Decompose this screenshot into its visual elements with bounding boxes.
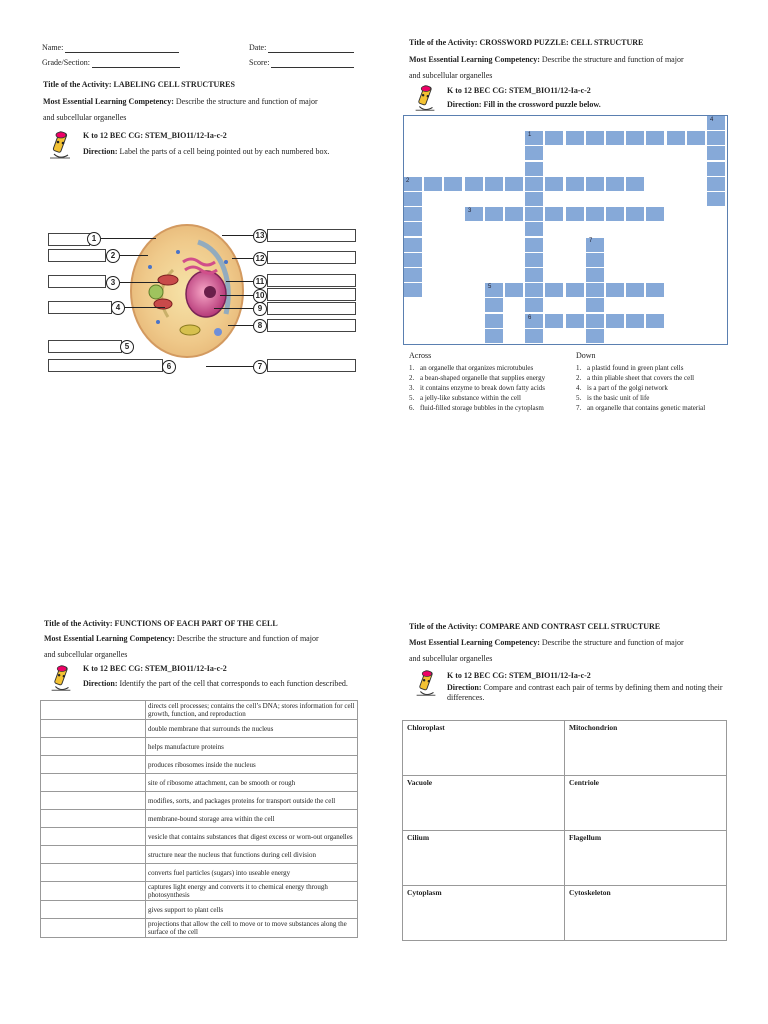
mel-text-2: and subcellular organelles — [409, 71, 493, 80]
table-row — [41, 828, 358, 846]
label-box-6[interactable] — [48, 359, 163, 372]
grid-number-6: 6 — [528, 315, 532, 321]
clue-text: a thin pliable sheet that covers the cell — [587, 374, 695, 382]
crossword-cell[interactable] — [525, 222, 544, 237]
function-description: gives support to plant cells — [146, 901, 358, 919]
crossword-cell[interactable] — [646, 207, 665, 222]
label-number-7: 7 — [253, 360, 267, 374]
crossword-cell[interactable] — [606, 314, 625, 329]
crossword-cell[interactable] — [646, 314, 665, 329]
crossword-cell[interactable] — [626, 177, 645, 192]
pencil-mascot-icon — [44, 130, 76, 162]
crossword-cell[interactable] — [606, 177, 625, 192]
table-row — [41, 738, 358, 756]
table-row — [41, 792, 358, 810]
competency-code: K to 12 BEC CG: STEM_BIO11/12-Ia-c-2 — [447, 86, 591, 95]
crossword-cell[interactable] — [525, 329, 544, 344]
grid-number-4: 4 — [710, 117, 714, 123]
crossword-cell[interactable] — [646, 283, 665, 298]
crossword-cell[interactable] — [586, 314, 605, 329]
crossword-cell[interactable] — [525, 207, 544, 222]
crossword-cell[interactable] — [586, 283, 605, 298]
function-description: membrane-bound storage area within the cell — [146, 810, 358, 828]
mel-text: Describe the structure and function of major — [541, 638, 684, 647]
activity3-direction — [83, 679, 348, 689]
answer-cell[interactable] — [41, 919, 146, 938]
term-label: Cilium — [407, 833, 430, 842]
grid-number-2: 2 — [406, 178, 410, 184]
clue-number: 1. — [576, 364, 582, 372]
name-line — [65, 43, 179, 53]
clue-number: 5. — [409, 394, 415, 402]
crossword-cell[interactable] — [404, 253, 423, 268]
direction-text: Fill in the crossword puzzle below. — [483, 100, 601, 109]
functions-table — [40, 700, 358, 938]
crossword-cell[interactable] — [626, 283, 645, 298]
label-number-11: 11 — [253, 275, 267, 289]
answer-cell[interactable] — [41, 774, 146, 792]
table-row — [403, 886, 727, 941]
across-clue — [409, 384, 559, 392]
table-row — [41, 882, 358, 901]
title-label: Title of the Activity: — [44, 619, 113, 628]
crossword-cell[interactable] — [525, 283, 544, 298]
crossword-cell[interactable] — [525, 238, 544, 253]
crossword-cell[interactable] — [505, 283, 524, 298]
crossword-cell[interactable] — [586, 329, 605, 344]
title-text: COMPARE AND CONTRAST CELL STRUCTURE — [479, 622, 661, 631]
animal-cell-illustration — [128, 222, 246, 360]
crossword-cell[interactable] — [707, 131, 726, 146]
competency-code: K to 12 BEC CG: STEM_BIO11/12-Ia-c-2 — [447, 671, 591, 680]
answer-cell[interactable] — [41, 792, 146, 810]
crossword-cell[interactable] — [404, 283, 423, 298]
pointer-line-4 — [125, 307, 165, 308]
label-box-12[interactable] — [267, 251, 356, 264]
crossword-cell[interactable] — [525, 177, 544, 192]
term-label: Centriole — [569, 778, 599, 787]
crossword-cell[interactable] — [545, 283, 564, 298]
pencil-mascot-icon — [411, 669, 441, 699]
function-description: site of ribosome attachment, can be smooth or rough — [146, 774, 358, 792]
answer-cell[interactable] — [41, 846, 146, 864]
activity2-title — [409, 38, 643, 48]
table-row — [41, 919, 358, 938]
label-box-2[interactable] — [48, 249, 106, 262]
crossword-cell[interactable] — [606, 207, 625, 222]
label-number-5: 5 — [120, 340, 134, 354]
crossword-cell[interactable] — [525, 162, 544, 177]
function-description: structure near the nucleus that functions during cell division — [146, 846, 358, 864]
table-row — [41, 701, 358, 720]
label-number-8: 8 — [253, 319, 267, 333]
activity1-direction — [83, 147, 329, 157]
clue-text: is a part of the golgi network — [587, 384, 668, 392]
answer-cell[interactable] — [41, 738, 146, 756]
crossword-cell[interactable] — [586, 298, 605, 313]
clue-number: 7. — [576, 404, 582, 412]
crossword-cell[interactable] — [525, 146, 544, 161]
across-clue-list — [409, 364, 559, 414]
answer-cell[interactable] — [41, 756, 146, 774]
table-row — [41, 756, 358, 774]
label-box-1[interactable] — [48, 233, 90, 246]
mel-text: Describe the structure and function of major — [176, 634, 319, 643]
clue-number: 2. — [576, 374, 582, 382]
activity3-title — [44, 619, 278, 629]
table-row — [403, 721, 727, 776]
compare-cell[interactable] — [565, 776, 727, 831]
crossword-cell[interactable] — [465, 177, 484, 192]
table-row — [403, 831, 727, 886]
crossword-cell[interactable] — [545, 314, 564, 329]
mel-text-2: and subcellular organelles — [409, 654, 493, 663]
label-box-7[interactable] — [267, 359, 356, 372]
clue-text: is the basic unit of life — [587, 394, 650, 402]
crossword-cell[interactable] — [566, 283, 585, 298]
term-label: Flagellum — [569, 833, 602, 842]
activity1-title — [43, 80, 235, 90]
crossword-cell[interactable] — [626, 207, 645, 222]
crossword-cell[interactable] — [485, 177, 504, 192]
crossword-cell[interactable] — [626, 314, 645, 329]
answer-cell[interactable] — [41, 901, 146, 919]
crossword-cell[interactable] — [606, 283, 625, 298]
grade-label: Grade/Section: — [42, 58, 90, 67]
answer-cell[interactable] — [41, 720, 146, 738]
clue-text: fluid-filled storage bubbles in the cytoplasm — [420, 404, 544, 412]
pencil-mascot-icon — [46, 664, 76, 694]
label-box-8[interactable] — [267, 319, 356, 332]
crossword-cell[interactable] — [626, 131, 645, 146]
label-number-9: 9 — [253, 302, 267, 316]
mel-text: Describe the structure and function of major — [541, 55, 684, 64]
pointer-line-11 — [226, 281, 253, 282]
answer-cell[interactable] — [41, 810, 146, 828]
grade-field[interactable] — [42, 58, 180, 68]
crossword-cell[interactable] — [404, 207, 423, 222]
grade-line — [92, 58, 180, 68]
compare-cell[interactable] — [403, 721, 565, 776]
name-field[interactable] — [42, 43, 179, 53]
score-field[interactable] — [249, 58, 354, 68]
crossword-cell[interactable] — [586, 253, 605, 268]
down-clue — [576, 394, 736, 402]
crossword-cell[interactable] — [404, 268, 423, 283]
clue-text: an organelle that contains genetic material — [587, 404, 706, 412]
label-box-13[interactable] — [267, 229, 356, 242]
crossword-grid — [403, 115, 728, 345]
activity3-mel — [44, 634, 319, 644]
direction-label: Direction: — [447, 683, 482, 692]
crossword-cell[interactable] — [586, 268, 605, 283]
crossword-cell[interactable] — [566, 207, 585, 222]
answer-cell[interactable] — [41, 864, 146, 882]
pointer-line-2 — [120, 255, 148, 256]
crossword-cell[interactable] — [707, 146, 726, 161]
function-description: vesicle that contains substances that digest excess or worn-out organelles — [146, 828, 358, 846]
label-box-9[interactable] — [267, 302, 356, 315]
mel-label: Most Essential Learning Competency: — [409, 638, 540, 647]
pointer-line-12 — [232, 258, 253, 259]
across-heading: Across — [409, 351, 432, 360]
crossword-cell[interactable] — [707, 162, 726, 177]
crossword-cell[interactable] — [505, 177, 524, 192]
direction-label: Direction: — [447, 100, 482, 109]
title-label: Title of the Activity: — [43, 80, 112, 89]
function-description: double membrane that surrounds the nucleus — [146, 720, 358, 738]
crossword-cell[interactable] — [707, 177, 726, 192]
crossword-cell[interactable] — [586, 207, 605, 222]
crossword-cell[interactable] — [646, 131, 665, 146]
crossword-cell[interactable] — [667, 131, 686, 146]
function-description: captures light energy and converts it to chemical energy through photosynthesis — [146, 882, 358, 901]
mel-label: Most Essential Learning Competency: — [409, 55, 540, 64]
compare-cell[interactable] — [403, 776, 565, 831]
pointer-line-1 — [101, 238, 156, 239]
term-label: Chloroplast — [407, 723, 445, 732]
date-label: Date: — [249, 43, 267, 52]
compare-table — [402, 720, 727, 941]
grid-number-7: 7 — [589, 238, 593, 244]
function-description: projections that allow the cell to move or to move substances along the surface of the cell — [146, 919, 358, 938]
crossword-cell[interactable] — [586, 177, 605, 192]
clue-number: 6. — [409, 404, 415, 412]
crossword-cell[interactable] — [566, 314, 585, 329]
crossword-cell[interactable] — [404, 192, 423, 207]
table-row — [41, 846, 358, 864]
grid-number-1: 1 — [528, 132, 532, 138]
label-number-4: 4 — [111, 301, 125, 315]
mel-text-2: and subcellular organelles — [44, 650, 128, 659]
crossword-cell[interactable] — [424, 177, 443, 192]
mel-text-2: and subcellular organelles — [43, 113, 127, 122]
mel-label: Most Essential Learning Competency: — [43, 97, 174, 106]
compare-cell[interactable] — [565, 831, 727, 886]
grid-number-5: 5 — [488, 284, 492, 290]
label-number-2: 2 — [106, 249, 120, 263]
label-number-1: 1 — [87, 232, 101, 246]
label-box-10[interactable] — [267, 288, 356, 301]
direction-text: Compare and contrast each pair of terms by defining them and noting their differences. — [447, 683, 723, 702]
clue-text: a plastid found in green plant cells — [587, 364, 684, 372]
table-row — [41, 810, 358, 828]
title-text: FUNCTIONS OF EACH PART OF THE CELL — [114, 619, 278, 628]
across-clue — [409, 364, 559, 372]
term-label: Cytoplasm — [407, 888, 442, 897]
function-description: helps manufacture proteins — [146, 738, 358, 756]
compare-cell[interactable] — [565, 721, 727, 776]
score-label: Score: — [249, 58, 270, 67]
label-number-10: 10 — [253, 289, 267, 303]
label-box-11[interactable] — [267, 274, 356, 287]
mel-label: Most Essential Learning Competency: — [44, 634, 175, 643]
title-label: Title of the Activity: — [409, 38, 478, 47]
direction-text: Label the parts of a cell being pointed out by each numbered box. — [119, 147, 330, 156]
crossword-cell[interactable] — [505, 207, 524, 222]
function-description: directs cell processes; contains the cell’s DNA; stores information for cell growth, function, and reproduction — [146, 701, 358, 720]
across-clue — [409, 394, 559, 402]
table-row — [41, 864, 358, 882]
title-label: Title of the Activity: — [409, 622, 478, 631]
direction-label: Direction: — [83, 147, 118, 156]
function-description: modifies, sorts, and packages proteins for transport outside the cell — [146, 792, 358, 810]
crossword-cell[interactable] — [566, 177, 585, 192]
mel-text: Describe the structure and function of major — [175, 97, 318, 106]
date-line — [268, 43, 354, 53]
pencil-mascot-icon — [410, 84, 440, 114]
competency-code: K to 12 BEC CG: STEM_BIO11/12-Ia-c-2 — [83, 131, 227, 140]
table-row — [41, 774, 358, 792]
crossword-cell[interactable] — [485, 314, 504, 329]
term-label: Vacuole — [407, 778, 433, 787]
pointer-line-7 — [206, 366, 253, 367]
down-heading: Down — [576, 351, 596, 360]
crossword-cell[interactable] — [485, 207, 504, 222]
label-number-6: 6 — [162, 360, 176, 374]
score-line — [271, 58, 354, 68]
clue-text: it contains enzyme to break down fatty acids — [420, 384, 545, 392]
crossword-cell[interactable] — [566, 131, 585, 146]
crossword-cell[interactable] — [525, 253, 544, 268]
down-clue — [576, 364, 736, 372]
clue-text: a bean-shaped organelle that supplies energy — [420, 374, 546, 382]
crossword-cell[interactable] — [485, 329, 504, 344]
pointer-line-13 — [222, 235, 253, 236]
label-number-3: 3 — [106, 276, 120, 290]
label-number-12: 12 — [253, 252, 267, 266]
crossword-cell[interactable] — [606, 131, 625, 146]
table-row — [41, 901, 358, 919]
crossword-cell[interactable] — [444, 177, 463, 192]
across-clue — [409, 374, 559, 382]
label-box-4[interactable] — [48, 301, 112, 314]
title-text: LABELING CELL STRUCTURES — [113, 80, 235, 89]
name-label: Name: — [42, 43, 64, 52]
label-number-13: 13 — [253, 229, 267, 243]
pointer-line-8 — [228, 325, 253, 326]
down-clue — [576, 384, 736, 392]
compare-cell[interactable] — [403, 831, 565, 886]
activity1-mel — [43, 97, 318, 107]
compare-cell[interactable] — [565, 886, 727, 941]
pointer-line-3 — [120, 282, 160, 283]
crossword-cell[interactable] — [545, 177, 564, 192]
activity2-direction — [447, 100, 601, 110]
crossword-cell[interactable] — [687, 131, 706, 146]
crossword-cell[interactable] — [404, 238, 423, 253]
direction-label: Direction: — [83, 679, 118, 688]
label-box-5[interactable] — [48, 340, 122, 353]
crossword-cell[interactable] — [545, 207, 564, 222]
title-text: CROSSWORD PUZZLE: CELL STRUCTURE — [479, 38, 644, 47]
clue-number: 1. — [409, 364, 415, 372]
crossword-cell[interactable] — [525, 192, 544, 207]
table-row — [403, 776, 727, 831]
label-box-3[interactable] — [48, 275, 106, 288]
clue-number: 4. — [576, 384, 582, 392]
direction-text: Identify the part of the cell that corresponds to each function described. — [119, 679, 348, 688]
crossword-cell[interactable] — [485, 298, 504, 313]
activity4-direction — [447, 683, 737, 703]
competency-code: K to 12 BEC CG: STEM_BIO11/12-Ia-c-2 — [83, 664, 227, 673]
across-clue — [409, 404, 559, 412]
activity4-mel — [409, 638, 684, 648]
pointer-line-9 — [214, 308, 253, 309]
term-label: Cytoskeleton — [569, 888, 611, 897]
crossword-cell[interactable] — [586, 131, 605, 146]
term-label: Mitochondrion — [569, 723, 618, 732]
answer-cell[interactable] — [41, 882, 146, 901]
answer-cell[interactable] — [41, 701, 146, 720]
down-clue — [576, 374, 736, 382]
date-field[interactable] — [249, 43, 354, 53]
activity2-mel — [409, 55, 684, 65]
crossword-cell[interactable] — [525, 298, 544, 313]
function-description: converts fuel particles (sugars) into useable energy — [146, 864, 358, 882]
crossword-cell[interactable] — [545, 131, 564, 146]
compare-cell[interactable] — [403, 886, 565, 941]
down-clue — [576, 404, 736, 412]
grid-number-3: 3 — [468, 208, 472, 214]
clue-number: 2. — [409, 374, 415, 382]
crossword-cell[interactable] — [707, 192, 726, 207]
table-row — [41, 720, 358, 738]
clue-text: a jelly-like substance within the cell — [420, 394, 521, 402]
crossword-cell[interactable] — [525, 268, 544, 283]
answer-cell[interactable] — [41, 828, 146, 846]
clue-text: an organelle that organizes microtubules — [420, 364, 534, 372]
pointer-line-10 — [220, 295, 253, 296]
crossword-cell[interactable] — [404, 222, 423, 237]
function-description: produces ribosomes inside the nucleus — [146, 756, 358, 774]
down-clue-list — [576, 364, 736, 414]
activity4-title — [409, 622, 660, 632]
clue-number: 5. — [576, 394, 582, 402]
clue-number: 3. — [409, 384, 415, 392]
